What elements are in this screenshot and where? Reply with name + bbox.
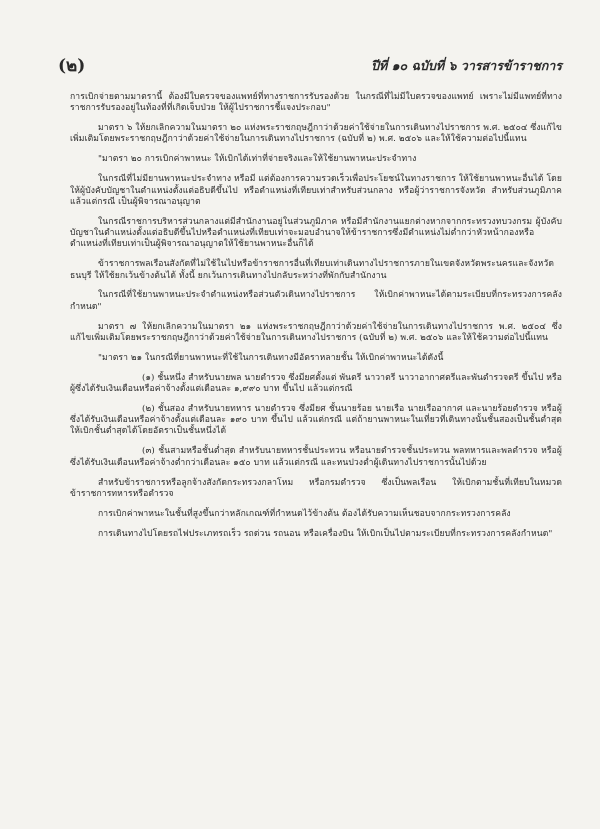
section-6: มาตรา ๖ ให้ยกเลิกความในมาตรา ๒๐ แห่งพระราชกฤษฎีกาว่าด้วยค่าใช้จ่ายในการเดินทางไปราชการ พ.ศ. ๒๕๐๔ ซึ่งแก้ไขเพิ่มเติมโดยพระราชกฤษฎีกาว่าด้วยค่าใช้จ่ายในการเดินทางไปราชการ (ฉบับที่ ๒) พ.ศ. ๒๕๐๖ และให้ใช้ความต่อไปนี้แทน [70, 123, 562, 145]
journal-title: ปีที่ ๑๐ ฉบับที่ ๖ วารสารข้าราชการ [371, 58, 562, 73]
class-3-item: (๓) ชั้นสามหรือชั้นต่ำสุด สำหรับนายทหารชั้นประทวน หรือนายตำรวจชั้นประทวน พลทหารและพลตำรวจ หรือผู้ซึ่งได้รับเงินเดือนหรือค่าจ้างต่ำกว่าเดือนละ ๑๕๐ บาท แล้วแต่กรณี และหนปวงต่ำผู้เดินทางไปราชการนั้นไปด้วย [70, 446, 562, 468]
paragraph: ข้าราชการพลเรือนสังกัดที่ไม่ใช้ในไปหรือข้าราชการอื่นที่เทียบเท่าเดินทางไปราชการภายในเขตจังหวัดพระนครและจังหวัดธนบุรี ให้ใช้ยกเว้นข้างต้นได้ ทั้งนี้ ยกเว้นการเดินทางไปกลับระหว่างที่พักกับสำนักงาน [70, 259, 555, 281]
paragraph: สำหรับข้าราชการหรือลูกจ้างสังกัดกระทรวงกลาโหม หรือกรมตำรวจ ซึ่งเป็นพลเรือน ให้เบิกตามชั้นที่เทียบในหมวดข้าราชการทหารหรือตำรวจ [70, 477, 562, 499]
section-20-title: "มาตรา ๒๐ การเบิกค่าพาหนะ ให้เบิกได้เท่าที่จ่ายจริงและให้ใช้ยานพาหนะประจำทาง [98, 154, 417, 165]
class-1-item: (๑) ชั้นหนึ่ง สำหรับนายพล นายตำรวจ ซึ่งมียศตั้งแต่ พันตรี นาวาตรี นาวาอากาศตรีและพันตำรวจตรี ขึ้นไป หรือผู้ซึ่งได้รับเงินเดือนหรือค่าจ้างตั้งแต่เดือนละ ๑,๙๙๐ บาท ขึ้นไป แล้วแต่กรณี [70, 372, 562, 394]
page-number: (๒) [58, 56, 86, 76]
paragraph: การเบิกค่าพาหนะในชั้นที่สูงขึ้นกว่าหลักเกณฑ์ที่กำหนดไว้ข้างต้น ต้องได้รับความเห็นชอบจากกระทรวงการคลัง [98, 508, 511, 519]
class-2-item: (๒) ชั้นสอง สำหรับนายทหาร นายตำรวจ ซึ่งมียศ ชั้นนายร้อย นายเรือ นายเรืออากาศ และนายร้อยตำรวจ หรือผู้ซึ่งได้รับเงินเดือนหรือค่าจ้างตั้งแต่เดือนละ ๑๙๐ บาท ขึ้นไป แล้วแต่กรณี แต่ถ้ายานพาหนะในเที่ยวที่เดินทางนั้นชั้นสองเป็นชั้นต่ำสุด ให้เบิกชั้นต่ำสุดได้โดยอัตราเป็นชั้นหนึ่งได้ [70, 403, 562, 437]
paragraph: ในกรณีราชการบริหารส่วนกลางแต่มีสำนักงานอยู่ในส่วนภูมิภาค หรือมีสำนักงานแยกต่างหากจากกระทรวงทบวงกรม ผู้บังคับบัญชาในตำแหน่งตั้งแต่อธิบดีขึ้นไปหรือตำแหน่งที่เทียบเท่าจะมอบอำนาจให้ข้าราชการซึ่งมีตำแหน่งไม่ต่ำกว่าหัวหน้ากองหรือตำแหน่งที่เทียบเท่าเป็นผู้พิจารณาอนุญาตให้ใช้ยานพาหนะอื่นก็ได้ [70, 216, 562, 250]
paragraph: การเบิกจ่ายตามมาตรานี้ ต้องมีใบตรวจของแพทย์ที่ทางราชการรับรองด้วย ในกรณีที่ไม่มีใบตรวจของแพทย์ เพราะไม่มีแพทย์ที่ทางราชการรับรองอยู่ในท้องที่ที่เกิดเจ็บป่วย ให้ผู้ไปราชการชี้แจงประกอบ" [70, 92, 562, 114]
page-header [58, 52, 562, 80]
section-7: มาตรา ๗ ให้ยกเลิกความในมาตรา ๒๑ แห่งพระราชกฤษฎีกาว่าด้วยค่าใช้จ่ายในการเดินทางไปราชการ พ.ศ. ๒๕๐๔ ซึ่งแก้ไขเพิ่มเติมโดยพระราชกฤษฎีกาว่าด้วยค่าใช้จ่ายในการเดินทางไปราชการ (ฉบับที่ ๒) พ.ศ. ๒๕๐๖ และให้ใช้ความต่อไปนี้แทน [70, 321, 562, 343]
paragraph: การเดินทางไปโดยรถไฟประเภทรถเร็ว รถด่วน รถนอน หรือเครื่องบิน ให้เบิกเป็นไปตามระเบียบที่กระทรวงการคลังกำหนด" [98, 528, 553, 539]
paragraph: ในกรณีที่ไม่มียานพาหนะประจำทาง หรือมี แต่ต้องการความรวดเร็วเพื่อประโยชน์ในทางราชการ ให้ใช้ยานพาหนะอื่นได้ โดยให้ผู้บังคับบัญชาในตำแหน่งตั้งแต่อธิบดีขึ้นไป หรือตำแหน่งที่เทียบเท่าสำหรับส่วนกลาง หรือผู้ว่าราชการจังหวัด สำหรับส่วนภูมิภาค แล้วแต่กรณี เป็นผู้พิจารณาอนุญาต [70, 174, 562, 207]
section-21-title: "มาตรา ๒๑ ในกรณีที่ยานพาหนะที่ใช้ในการเดินทางมีอัตราหลายชั้น ให้เบิกค่าพาหนะได้ดังนี้ [98, 352, 444, 363]
paragraph: ในกรณีที่ใช้ยานพาหนะประจำตำแหน่งหรือส่วนตัวเดินทางไปราชการ ให้เบิกค่าพาหนะได้ตามระเบียบที่กระทรวงการคลังกำหนด" [70, 290, 562, 312]
document-body [70, 92, 562, 549]
